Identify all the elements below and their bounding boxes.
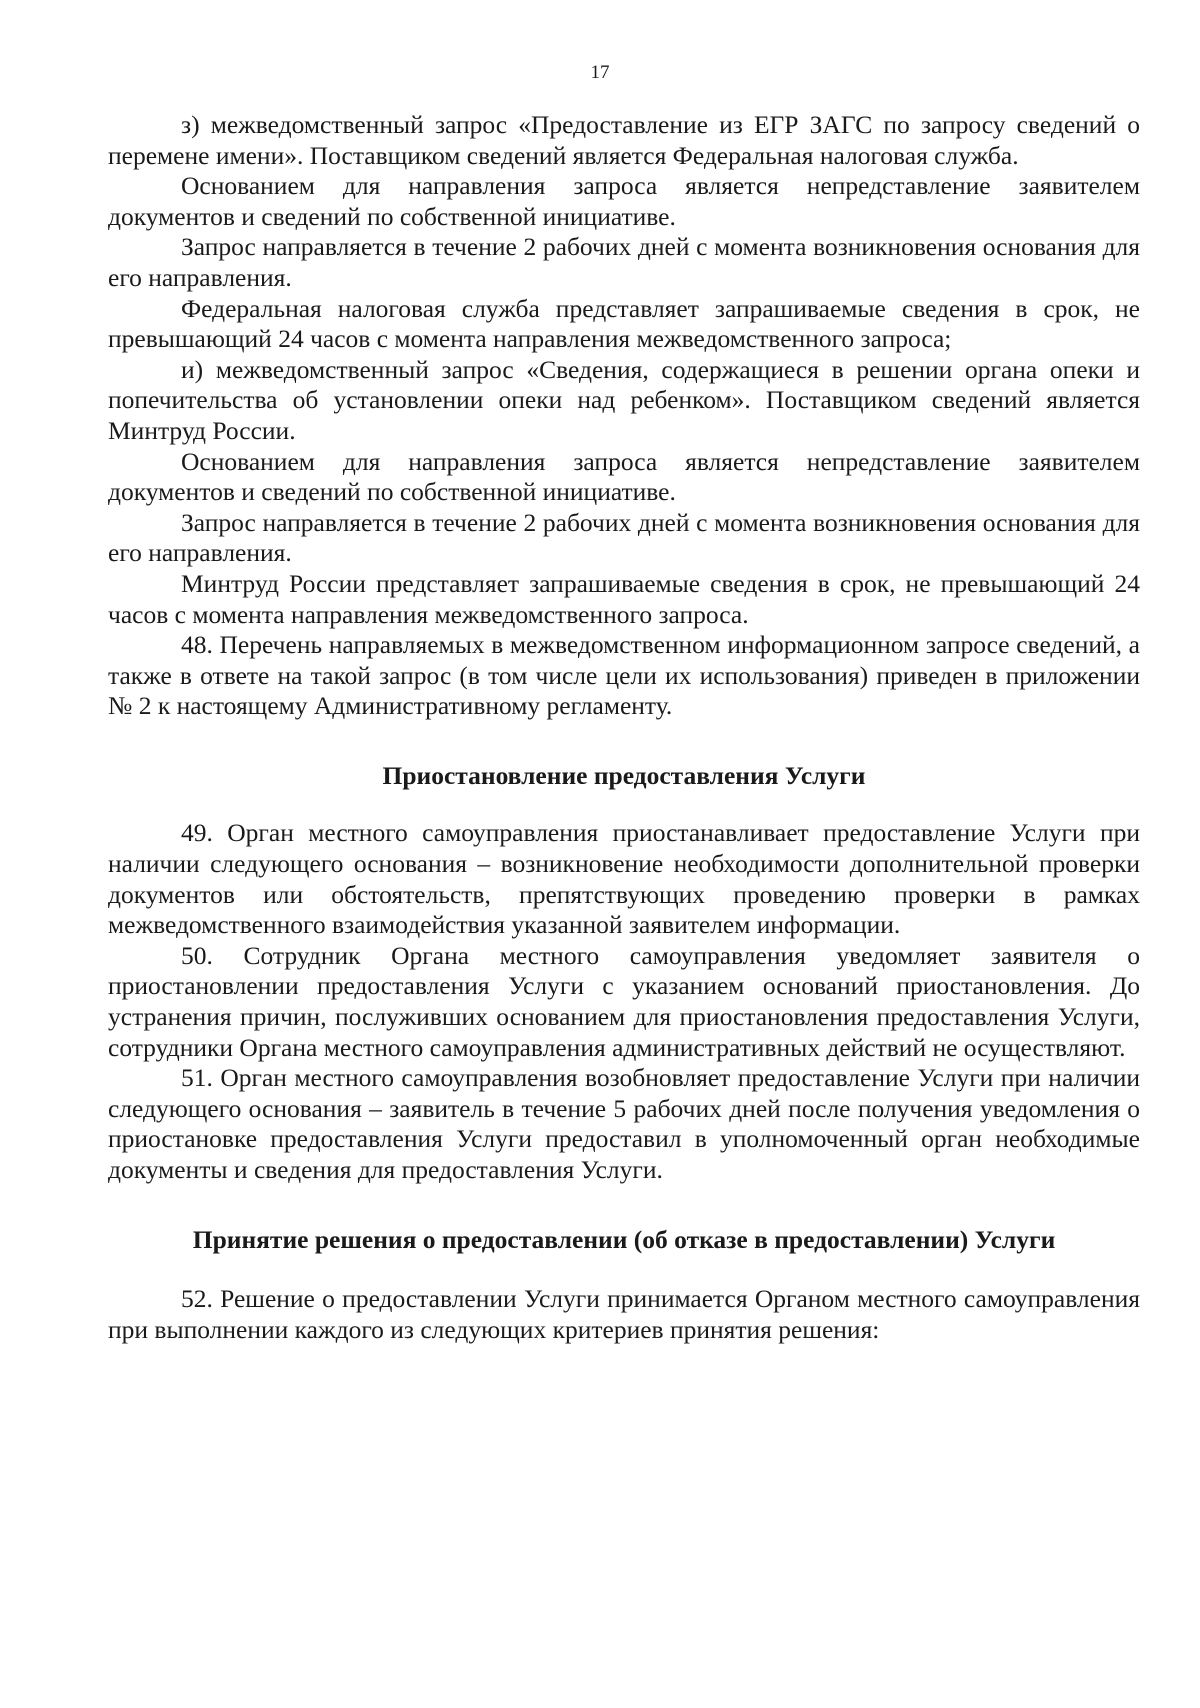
- paragraph-49: 49. Орган местного самоуправления приостанавливает предоставление Услуги при наличии следующего основания – возникновение необходимости дополнительной проверки документов или обстоятельств, препятствующих проведению проверки в рамках межведомственного взаимодействия указанной заявителем информации.: [108, 818, 1140, 940]
- page-number: 17: [590, 62, 610, 83]
- heading-decision: Принятие решения о предоставлении (об отказе в предоставлении) Услуги: [192, 1224, 1056, 1254]
- paragraph-52: 52. Решение о предоставлении Услуги принимается Органом местного самоуправления при выполнении каждого из следующих критериев принятия решения:: [108, 1284, 1140, 1344]
- paragraph-51: 51. Орган местного самоуправления возобновляет предоставление Услуги при наличии следующего основания – заявитель в течение 5 рабочих дней после получения уведомления о приостановке предоставления Услуги предоставил в уполномоченный орган необходимые документы и сведения для предоставления Услуги.: [108, 1063, 1140, 1184]
- paragraph-basis-2: Основанием для направления запроса является непредставление заявителем документов и сведений по собственной инициативе.: [108, 446, 1140, 507]
- paragraph-50: 50. Сотрудник Органа местного самоуправления уведомляет заявителя о приостановлении предоставления Услуги с указанием оснований приостановления. До устранения причин, послуживших основанием для приостановления предоставления Услуги, сотрудники Органа местного самоуправления административных действий не осуществляют.: [108, 940, 1140, 1062]
- paragraph-mintrud-response: Минтруд России представляет запрашиваемые сведения в срок, не превышающий 24 часов с момента направления межведомственного запроса.: [108, 568, 1140, 629]
- paragraph-z-request: з) межведомственный запрос «Предоставление из ЕГР ЗАГС по запросу сведений о перемене имени». Поставщиком сведений является Федеральная налоговая служба.: [108, 110, 1140, 170]
- document-body: [108, 110, 1140, 1345]
- paragraph-basis-1: Основанием для направления запроса является непредставление заявителем документов и сведений по собственной инициативе.: [108, 171, 1140, 231]
- paragraph-deadline-2: Запрос направляется в течение 2 рабочих дней с момента возникновения основания для его направления.: [108, 507, 1140, 568]
- paragraph-fns-response: Федеральная налоговая служба представляет запрашиваемые сведения в срок, не превышающий 24 часов с момента направления межведомственного запроса;: [108, 293, 1140, 354]
- heading-suspension: Приостановление предоставления Услуги: [382, 760, 866, 790]
- paragraph-48: 48. Перечень направляемых в межведомственном информационном запросе сведений, а также в ответе на такой запрос (в том числе цели их использования) приведен в приложении № 2 к настоящему Административному регламенту.: [108, 630, 1140, 721]
- paragraph-deadline-1: Запрос направляется в течение 2 рабочих дней с момента возникновения основания для его направления.: [108, 232, 1140, 292]
- paragraph-i-request: и) межведомственный запрос «Сведения, содержащиеся в решении органа опеки и попечительства об установлении опеки над ребенком». Поставщиком сведений является Минтруд России.: [108, 354, 1140, 445]
